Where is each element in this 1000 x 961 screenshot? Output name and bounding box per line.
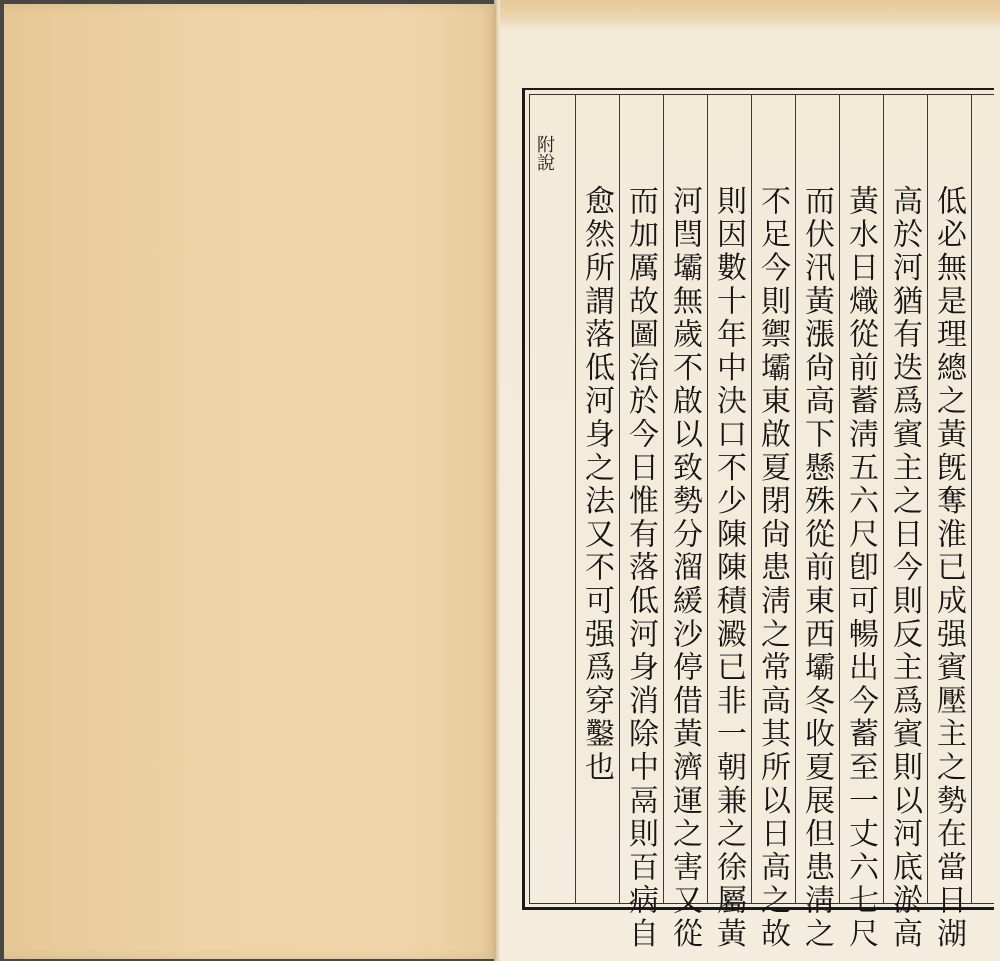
column-rule [619,95,620,903]
text-column-9: 愈然所謂落低河身之法又不可强爲穿鑿也 [579,185,614,785]
text-column-8: 而加厲故圖治於今日惟有落低河身消除中鬲則百病自 [623,185,658,951]
column-rule [575,95,576,903]
text-column-3: 黃水日熾從前蓄淸五六尺卽可暢出今蓄至一丈六七尺 [843,185,878,951]
text-column-2: 高於河猶有迭爲賓主之日今則反主爲賓則以河底淤高 [887,185,922,951]
text-column-7: 河閆壩無歲不啟以致勢分溜緩沙停借黃濟運之害又從 [667,185,702,951]
column-rule [751,95,752,903]
center-strip [528,95,555,903]
column-rule [883,95,884,903]
column-rule [839,95,840,903]
center-label: 附說 [534,135,555,171]
column-rule [927,95,928,903]
column-rule [971,95,972,903]
text-column-4: 而伏汛黃漲尙高下懸殊從前東西壩冬收夏展但患淸之 [799,185,834,951]
text-column-6: 則因數十年中決口不少陳陳積澱已非一朝兼之徐屬黃 [711,185,746,951]
column-rule [795,95,796,903]
text-column-5: 不足今則禦壩東啟夏閉尙患淸之常高其所以日高之故 [755,185,790,951]
text-column-1: 低必無是理總之黃旣奪淮已成强賓壓主之勢在當日湖 [931,185,966,951]
column-rule [707,95,708,903]
left-page-blank [4,4,496,959]
column-rule [663,95,664,903]
